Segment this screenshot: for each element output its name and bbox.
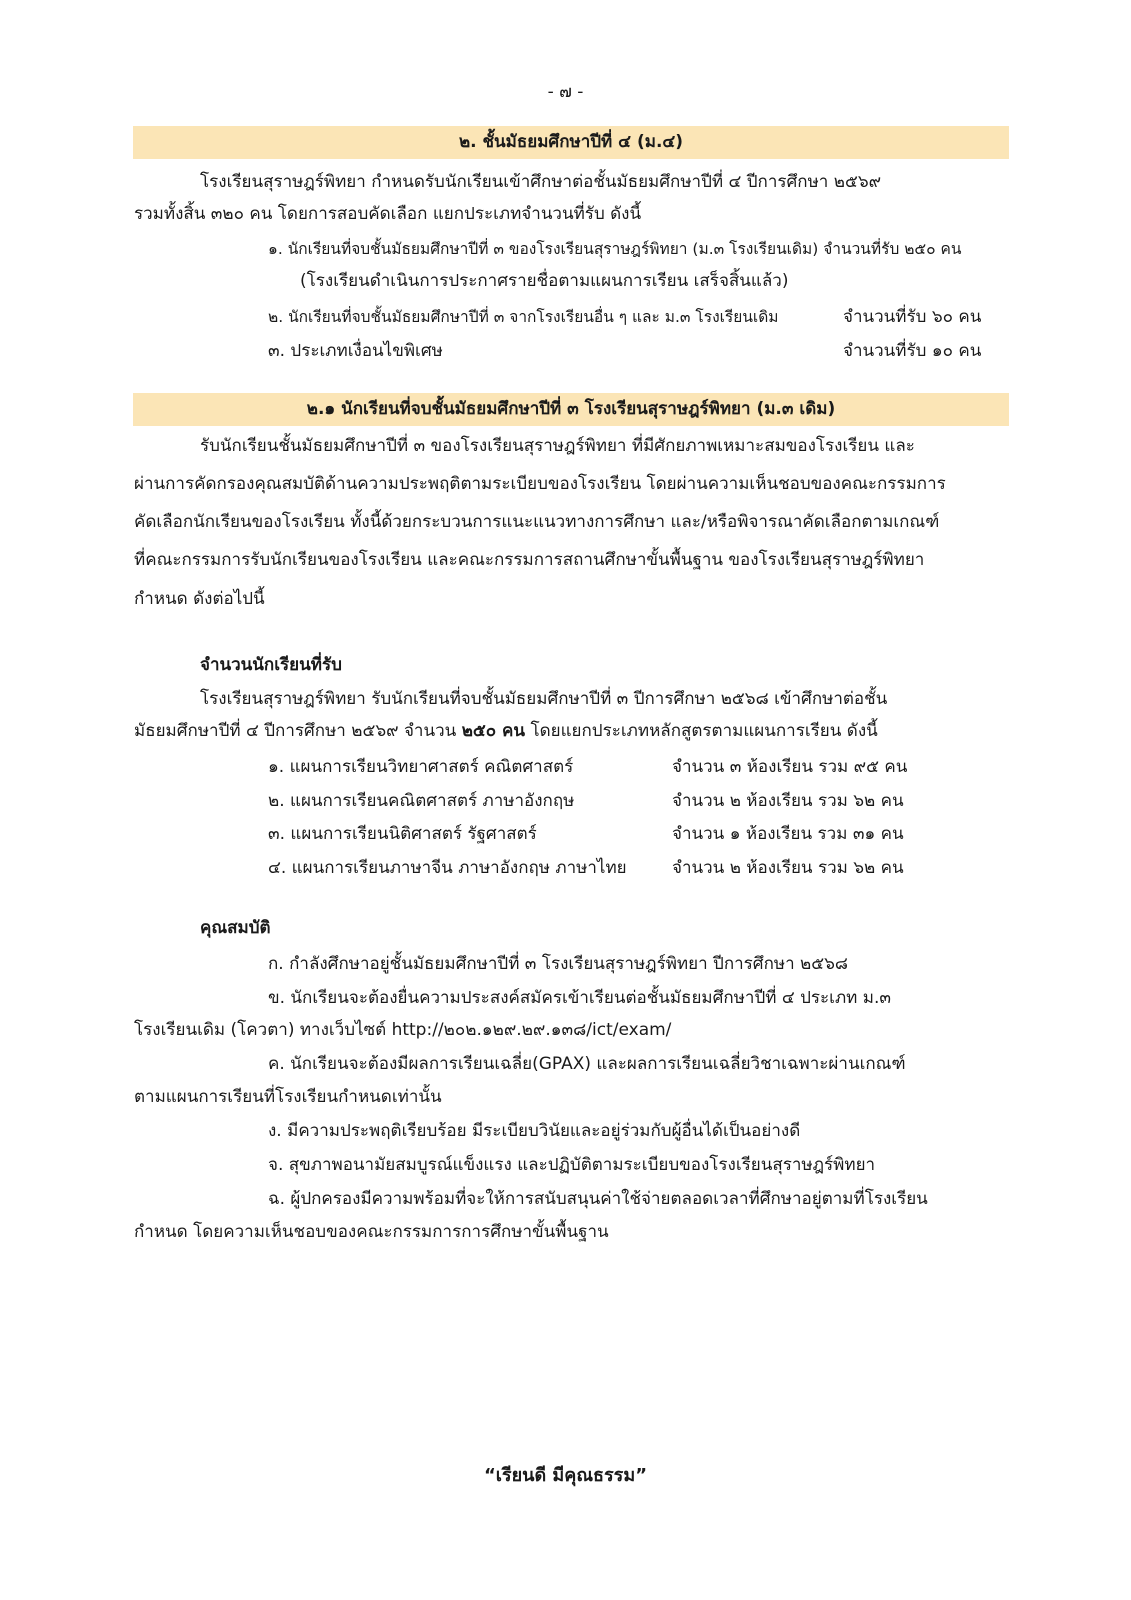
quota-total: ๒๕๐ คน <box>461 721 526 741</box>
quota-heading: จำนวนนักเรียนที่รับ <box>200 655 342 675</box>
qualification-c-cont: ตามแผนการเรียนที่โรงเรียนกำหนดเท่านั้น <box>134 1087 442 1107</box>
qualification-d: ง. มีความประพฤติเรียบร้อย มีระเบียบวินัยและอยู่ร่วมกับผู้อื่นได้เป็นอย่างดี <box>268 1121 801 1141</box>
section-2-item-1-note: (โรงเรียนดำเนินการประกาศรายชื่อตามแผนการเรียน เสร็จสิ้นแล้ว) <box>300 271 789 291</box>
section-2-heading: ๒. ชั้นมัธยมศึกษาปีที่ ๔ (ม.๔) <box>133 126 1009 159</box>
qualification-c: ค. นักเรียนจะต้องมีผลการเรียนเฉลี่ย(GPAX) และผลการเรียนเฉลี่ยวิชาเฉพาะผ่านเกณฑ์ <box>268 1054 906 1074</box>
section-2-1-para-line-3: คัดเลือกนักเรียนของโรงเรียน ทั้งนี้ด้วยกระบวนการแนะแนวทางการศึกษา และ/หรือพิจารณาคัดเลือกตามเกณฑ์ <box>134 512 940 532</box>
section-2-1-para-line-4: ที่คณะกรรมการรับนักเรียนของโรงเรียน และคณะกรรมการสถานศึกษาขั้นพื้นฐาน ของโรงเรียนสุราษฎร์พิทยา <box>134 550 925 570</box>
plan-2-name: ๒. แผนการเรียนคณิตศาสตร์ ภาษาอังกฤษ <box>268 791 575 811</box>
plan-2-rooms: จำนวน ๒ ห้องเรียน รวม ๖๒ คน <box>672 791 904 811</box>
section-2-1-heading: ๒.๑ นักเรียนที่จบชั้นมัธยมศึกษาปีที่ ๓ โรงเรียนสุราษฎร์พิทยา (ม.๓ เดิม) <box>133 393 1009 426</box>
section-2-1-para-line-1: รับนักเรียนชั้นมัธยมศึกษาปีที่ ๓ ของโรงเรียนสุราษฎร์พิทยา ที่มีศักยภาพเหมาะสมของโรงเรียน และ <box>200 436 915 456</box>
school-motto: “เรียนดี มีคุณธรรม” <box>483 1465 648 1486</box>
section-2-1-para-line-5: กำหนด ดังต่อไปนี้ <box>134 589 265 609</box>
qualification-b: ข. นักเรียนจะต้องยื่นความประสงค์สมัครเข้าเรียนต่อชั้นมัธยมศึกษาปีที่ ๔ ประเภท ม.๓ <box>268 988 892 1008</box>
page-number: - ๗ - <box>547 82 584 102</box>
section-2-item-2: ๒. นักเรียนที่จบชั้นมัธยมศึกษาปีที่ ๓ จากโรงเรียนอื่น ๆ และ ม.๓ โรงเรียนเดิม <box>268 308 779 326</box>
plan-3-name: ๓. แผนการเรียนนิติศาสตร์ รัฐศาสตร์ <box>268 824 537 844</box>
qualification-b-cont: โรงเรียนเดิม (โควตา) ทางเว็บไซต์ http://๒๐๒.๑๒๙.๒๙.๑๓๘/ict/exam/ <box>134 1020 672 1040</box>
section-2-intro-line-2: รวมทั้งสิ้น ๓๒๐ คน โดยการสอบคัดเลือก แยกประเภทจำนวนที่รับ ดังนี้ <box>134 204 642 224</box>
section-2-intro-line-1: โรงเรียนสุราษฎร์พิทยา กำหนดรับนักเรียนเข้าศึกษาต่อชั้นมัธยมศึกษาปีที่ ๔ ปีการศึกษา ๒๕๖๙ <box>200 172 882 192</box>
section-2-item-2-count: จำนวนที่รับ ๖๐ คน <box>843 307 982 327</box>
quota-line-2-a: มัธยมศึกษาปีที่ ๔ ปีการศึกษา ๒๕๖๙ จำนวน <box>134 721 462 741</box>
section-2-1-para-line-2: ผ่านการคัดกรองคุณสมบัติด้านความประพฤติตามระเบียบของโรงเรียน โดยผ่านความเห็นชอบของคณะกรรมการ <box>134 474 946 494</box>
qualification-f: ฉ. ผู้ปกครองมีความพร้อมที่จะให้การสนับสนุนค่าใช้จ่ายตลอดเวลาที่ศึกษาอยู่ตามที่โรงเรียน <box>268 1189 928 1209</box>
qualification-a: ก. กำลังศึกษาอยู่ชั้นมัธยมศึกษาปีที่ ๓ โรงเรียนสุราษฎร์พิทยา ปีการศึกษา ๒๕๖๘ <box>268 954 849 974</box>
plan-1-rooms: จำนวน ๓ ห้องเรียน รวม ๙๕ คน <box>672 757 908 777</box>
section-2-item-3: ๓. ประเภทเงื่อนไขพิเศษ <box>268 341 443 361</box>
qualification-f-cont: กำหนด โดยความเห็นชอบของคณะกรรมการการศึกษาขั้นพื้นฐาน <box>134 1222 609 1242</box>
plan-4-rooms: จำนวน ๒ ห้องเรียน รวม ๖๒ คน <box>672 858 904 878</box>
qualification-e: จ. สุขภาพอนามัยสมบูรณ์แข็งแรง และปฏิบัติตามระเบียบของโรงเรียนสุราษฎร์พิทยา <box>268 1155 876 1175</box>
quota-line-1: โรงเรียนสุราษฎร์พิทยา รับนักเรียนที่จบชั้นมัธยมศึกษาปีที่ ๓ ปีการศึกษา ๒๕๖๘ เข้าศึกษาต่อชั้น <box>200 689 888 709</box>
plan-3-rooms: จำนวน ๑ ห้องเรียน รวม ๓๑ คน <box>672 824 904 844</box>
quota-line-2-c: โดยแยกประเภทหลักสูตรตามแผนการเรียน ดังนี้ <box>525 721 878 741</box>
qualifications-heading: คุณสมบัติ <box>200 918 271 938</box>
section-2-item-3-count: จำนวนที่รับ ๑๐ คน <box>843 341 982 361</box>
section-2-item-1: ๑. นักเรียนที่จบชั้นมัธยมศึกษาปีที่ ๓ ของโรงเรียนสุราษฎร์พิทยา (ม.๓ โรงเรียนเดิม) จำนวนที่รับ ๒๕๐ คน <box>268 240 962 258</box>
quota-line-2 <box>134 719 878 743</box>
plan-1-name: ๑. แผนการเรียนวิทยาศาสตร์ คณิตศาสตร์ <box>268 757 574 777</box>
plan-4-name: ๔. แผนการเรียนภาษาจีน ภาษาอังกฤษ ภาษาไทย <box>268 858 627 878</box>
